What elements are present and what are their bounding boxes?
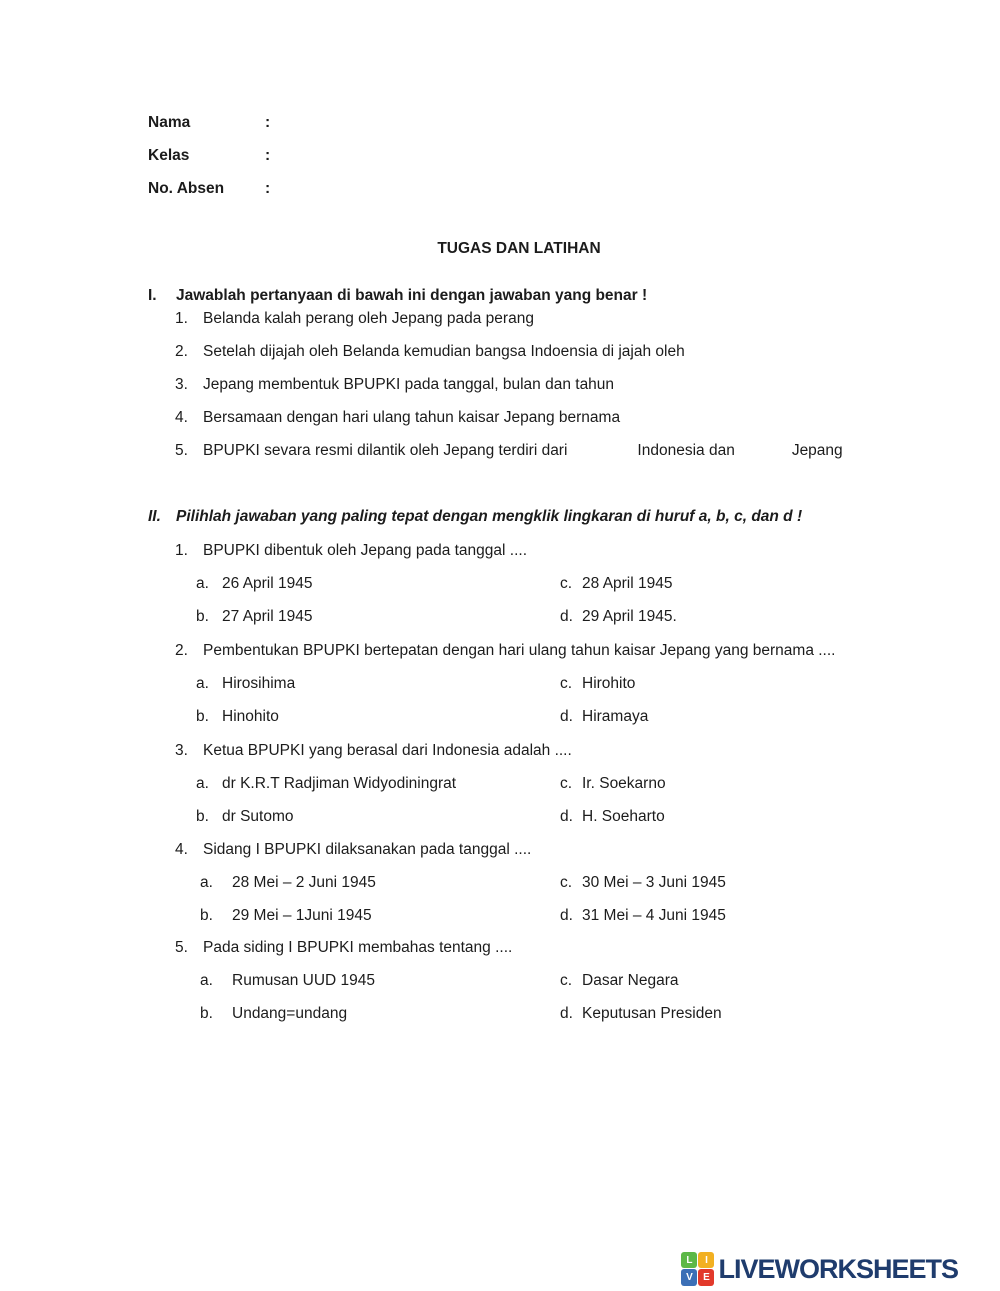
option-b[interactable]: [196, 807, 560, 826]
question-number: 4.: [175, 409, 188, 426]
question-number: 2.: [175, 343, 188, 360]
question-number: 4.: [175, 841, 188, 858]
question-row: [148, 741, 890, 760]
option-d[interactable]: [560, 1004, 722, 1023]
option-text: H. Soeharto: [582, 808, 665, 825]
options-row: [196, 607, 890, 626]
option-a[interactable]: [196, 971, 560, 990]
question-number: 1.: [175, 542, 188, 559]
options-row: [196, 707, 890, 726]
option-letter: d.: [560, 708, 573, 725]
option-a[interactable]: [196, 574, 560, 593]
option-letter: c.: [560, 874, 573, 891]
option-b[interactable]: [196, 906, 560, 925]
field-colon: :: [265, 147, 271, 164]
question-text: BPUPKI dibentuk oleh Jepang pada tanggal ....: [203, 542, 528, 559]
option-letter: d.: [560, 808, 573, 825]
option-b[interactable]: [196, 707, 560, 726]
option-letter: d.: [560, 907, 573, 924]
options-row: [196, 1004, 890, 1023]
question-number: 2.: [175, 642, 188, 659]
option-a[interactable]: [196, 873, 560, 892]
field-colon: :: [265, 114, 271, 131]
question-row: [148, 840, 890, 859]
liveworksheets-grid-icon: [681, 1252, 714, 1286]
question-text: Sidang I BPUPKI dilaksanakan pada tanggal ....: [203, 841, 532, 858]
question-number: 5.: [175, 442, 188, 459]
option-d[interactable]: [560, 707, 648, 726]
option-letter: d.: [560, 1005, 573, 1022]
section-2-heading-text: Pilihlah jawaban yang paling tepat dengan mengklik lingkaran di huruf a, b, c, dan d !: [176, 508, 803, 525]
option-letter: a.: [200, 972, 213, 989]
option-text: 29 April 1945.: [582, 608, 677, 625]
option-text: 28 Mei – 2 Juni 1945: [232, 874, 376, 891]
option-letter: b.: [196, 608, 209, 625]
option-c[interactable]: [560, 971, 679, 990]
option-text: 29 Mei – 1Juni 1945: [232, 907, 372, 924]
option-text: 26 April 1945: [222, 575, 313, 592]
option-text: Ir. Soekarno: [582, 775, 666, 792]
option-letter: d.: [560, 608, 573, 625]
option-text: Hirohito: [582, 675, 636, 692]
section-1-heading-text: Jawablah pertanyaan di bawah ini dengan jawaban yang benar !: [176, 287, 648, 304]
logo-tile-e: E: [698, 1269, 714, 1286]
section-2-numeral: II.: [148, 508, 161, 525]
option-letter: c.: [560, 675, 573, 692]
option-text: Hinohito: [222, 708, 279, 725]
option-letter: b.: [196, 708, 209, 725]
options-row: [196, 807, 890, 826]
question-number: 3.: [175, 376, 188, 393]
options-row: [196, 674, 890, 693]
option-letter: a.: [196, 675, 209, 692]
option-letter: b.: [196, 808, 209, 825]
option-c[interactable]: [560, 774, 666, 793]
question-text: Belanda kalah perang oleh Jepang pada perang: [203, 310, 534, 327]
question-number: 1.: [175, 310, 188, 327]
option-text: dr K.R.T Radjiman Widyodiningrat: [222, 775, 457, 792]
field-label-kelas: Kelas: [148, 147, 190, 164]
option-d[interactable]: [560, 807, 665, 826]
question-number: 5.: [175, 939, 188, 956]
logo-tile-l: L: [681, 1252, 697, 1268]
question-row: [148, 641, 890, 660]
option-d[interactable]: [560, 906, 726, 925]
options-row: [196, 774, 890, 793]
option-a[interactable]: [196, 774, 560, 793]
option-text: Hiramaya: [582, 708, 649, 725]
option-text: 28 April 1945: [582, 575, 673, 592]
field-label-nama: Nama: [148, 114, 191, 131]
option-letter: b.: [200, 907, 213, 924]
options-row: [196, 971, 890, 990]
option-text: 30 Mei – 3 Juni 1945: [582, 874, 726, 891]
option-text: dr Sutomo: [222, 808, 294, 825]
question-row: [148, 375, 890, 394]
field-label-no-absen: No. Absen: [148, 180, 225, 197]
logo-tile-v: V: [681, 1269, 697, 1286]
option-text: Hirosihima: [222, 675, 296, 692]
field-row-kelas: [148, 146, 890, 165]
option-c[interactable]: [560, 873, 726, 892]
option-b[interactable]: [196, 1004, 560, 1023]
options-row: [196, 574, 890, 593]
option-letter: a.: [200, 874, 213, 891]
question-text: Ketua BPUPKI yang berasal dari Indonesia adalah ....: [203, 742, 572, 759]
question-text: Pembentukan BPUPKI bertepatan dengan hari ulang tahun kaisar Jepang yang bernama ....: [203, 642, 836, 659]
question-row: [148, 408, 890, 427]
question-text: Bersamaan dengan hari ulang tahun kaisar Jepang bernama: [203, 409, 621, 426]
option-text: Keputusan Presiden: [582, 1005, 722, 1022]
logo-tile-i: I: [698, 1252, 714, 1268]
option-letter: c.: [560, 575, 573, 592]
option-c[interactable]: [560, 574, 673, 593]
option-text: 27 April 1945: [222, 608, 313, 625]
option-text: 31 Mei – 4 Juni 1945: [582, 907, 726, 924]
field-colon: :: [265, 180, 271, 197]
page-title: TUGAS DAN LATIHAN: [437, 240, 601, 257]
question-text: Jepang membentuk BPUPKI pada tanggal, bulan dan tahun: [203, 376, 615, 393]
question-text-part: BPUPKI sevara resmi dilantik oleh Jepang terdiri dari: [203, 442, 568, 459]
field-row-nama: [148, 113, 890, 132]
options-row: [196, 906, 890, 925]
question-text: [203, 441, 843, 460]
question-row: [148, 309, 890, 328]
question-row: [148, 342, 890, 361]
question-text-part: Jepang: [791, 442, 843, 459]
option-letter: a.: [196, 575, 209, 592]
option-d[interactable]: [560, 607, 677, 626]
option-letter: c.: [560, 775, 573, 792]
liveworksheets-logo[interactable]: [681, 1252, 958, 1286]
question-text: Setelah dijajah oleh Belanda kemudian bangsa Indoensia di jajah oleh: [203, 343, 685, 360]
question-row: [148, 938, 890, 957]
section-2-heading: [148, 507, 890, 526]
option-letter: c.: [560, 972, 573, 989]
question-row: [148, 541, 890, 560]
option-letter: b.: [200, 1005, 213, 1022]
liveworksheets-wordmark: LIVEWORKSHEETS: [718, 1253, 958, 1284]
option-text: Rumusan UUD 1945: [232, 972, 376, 989]
option-b[interactable]: [196, 607, 560, 626]
option-a[interactable]: [196, 674, 560, 693]
question-text-part: Indonesia dan: [637, 442, 735, 459]
section-1-heading: [148, 286, 890, 305]
question-number: 3.: [175, 742, 188, 759]
options-row: [196, 873, 890, 892]
option-text: Undang=undang: [232, 1005, 348, 1022]
option-c[interactable]: [560, 674, 635, 693]
field-row-no-absen: [148, 179, 890, 198]
section-1-numeral: I.: [148, 287, 157, 304]
question-row: [148, 441, 890, 460]
question-text: Pada siding I BPUPKI membahas tentang ....: [203, 939, 513, 956]
option-text: Dasar Negara: [582, 972, 679, 989]
option-letter: a.: [196, 775, 209, 792]
